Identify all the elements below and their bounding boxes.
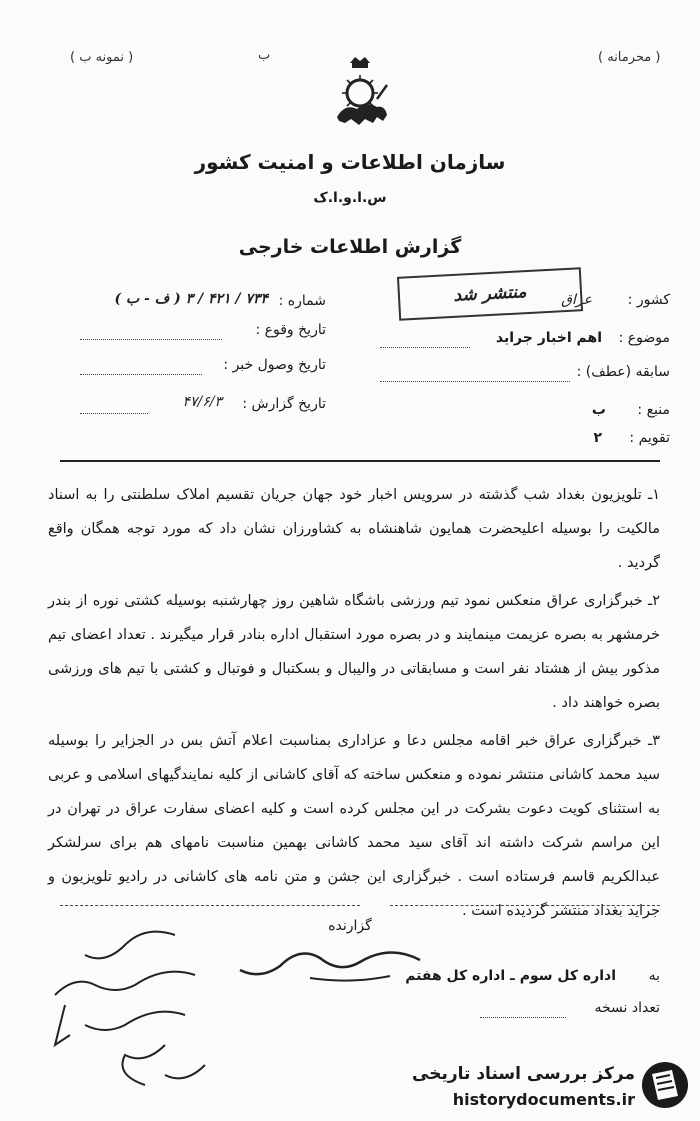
body-paragraph-2: ۲ـ خبرگزاری عراق منعکس نمود تیم ورزشی باشگاه شاهین روز چهارشنبه بوسیله کشتی نوره از بندر خرمشهر به بصره عزیمت مینمایند و در بصره مورد استقبال اداره بنادر قرار میگیرند . تعداد اعضای تیم مذکور بیش از هشتاد نفر است و مسابقاتی در والیبال و بسکتبال و فوتبال و کشتی با تیم های ورزشی بصره خواهند داد . [48, 593, 660, 711]
to-value: اداره کل سوم ـ اداره کل هفتم [405, 968, 616, 984]
department-code: س.ا.و.ا.ک [313, 190, 387, 206]
report-body [48, 478, 660, 932]
watermark-url: historydocuments.ir [452, 1090, 635, 1109]
published-stamp [397, 267, 583, 321]
copies-label: تعداد نسخه [594, 1000, 660, 1016]
lion-and-sun-emblem-icon [325, 55, 395, 135]
archive-logo-icon [640, 1060, 690, 1110]
handwritten-annotation-icon [25, 915, 225, 1095]
watermark-name: مرکز بررسی اسناد تاریخی [412, 1064, 635, 1084]
grade-label: تقویم : [629, 430, 670, 446]
number-value: ۷۳۴ / ۴۲۱ / ۳ ( ف - ب ) [114, 291, 268, 307]
subject-label: موضوع : [618, 330, 670, 346]
grade-value: ۲ [593, 430, 602, 446]
precedent-dotline [380, 381, 570, 382]
country-label: کشور : [627, 292, 670, 308]
body-paragraph-1: ۱ـ تلویزیون بغداد شب گذشته در سرویس اخبار خود جهان جریان تقسیم املاک سلطنتی را به اسناد مالکیت را بوسیله اعلیحضرت همایون شاهنشاه به کشاورزان نشان داد که مورد توجه همگان واقع گردید . [48, 487, 660, 571]
country-value: عراق [561, 292, 592, 308]
report-title: گزارش اطلاعات خارجی [238, 236, 462, 258]
event-date-dotline [80, 339, 222, 340]
report-date-value: ۴۷/۶/۳ [182, 394, 222, 410]
reporter-label: گزارنده [328, 918, 372, 934]
precedent-label: سابقه (عطف) : [576, 364, 670, 380]
body-paragraph-3: ۳ـ خبرگزاری عراق خبر اقامه مجلس دعا و عزاداری بمناسبت اعلام آتش بس در الجزایر را بوسیله سید محمد کاشانی منتشر نموده و منعکس ساخته که آقای کاشانی از کلیه نمایندگیهای اسلامی و عربی به استثنای کویت دعوت بشرکت در این مجلس کرده است و کلیه اعضای سفارت عراق در تهران در این مراسم شرکت داشته اند آقای سید محمد کاشانی بهمین مناسبت نامهای هم برای سرلشکر عبدالکریم قاسم فرستاده است . خبرگزاری این جشن و متن نامه های کاشانی در رادیو تلویزیون و جراید بغداد منتشر گردیده است . [48, 733, 660, 919]
receipt-date-label: تاریخ وصول خبر : [223, 357, 326, 373]
source-label: منبع : [637, 402, 670, 418]
report-date-dotline [80, 413, 148, 414]
copies-dotline [480, 1017, 566, 1018]
to-label: به [648, 968, 660, 984]
report-date-label: تاریخ گزارش : [242, 396, 326, 412]
number-label: شماره : [278, 293, 326, 309]
classification-mark: ( محرمانه ) [598, 50, 661, 65]
form-type-mark: ( نمونه ب ) [70, 50, 134, 65]
subject-value: اهم اخبار جراید [495, 330, 602, 346]
event-date-label: تاریخ وقوع : [255, 322, 326, 338]
footer-dashed-line-left [60, 905, 360, 906]
header-separator [60, 460, 660, 462]
source-value: ب [591, 402, 606, 418]
published-stamp-text: منتشر شد [453, 282, 527, 306]
footer-dashed-line-right [390, 905, 660, 906]
mid-mark: ب [258, 48, 271, 63]
organization-name: سازمان اطلاعات و امنیت کشور [194, 150, 506, 174]
subject-dotline [380, 347, 470, 348]
receipt-date-dotline [80, 374, 202, 375]
